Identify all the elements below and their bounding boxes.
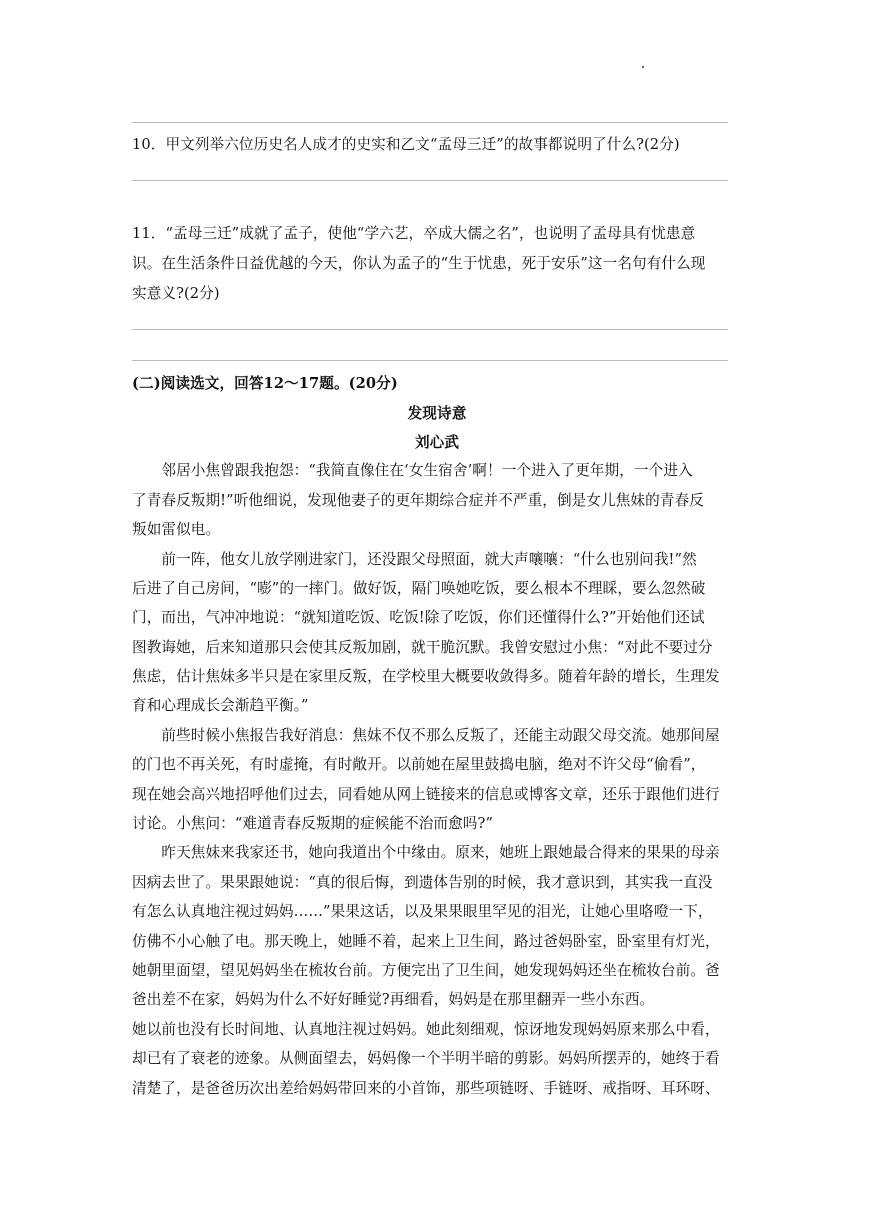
article-author: 刘心武 <box>414 434 460 451</box>
article-line: 了青春反叛期!”听他细说，发现他妻子的更年期综合症并不严重，倒是女儿焦妹的青春反 <box>132 492 704 509</box>
article-line: 现在她会高兴地招呼他们过去，同看她从网上链接来的信息或博客文章，还乐于跟他们进行 <box>132 786 720 803</box>
article-line: 门，而出，气冲冲地说：“就知道吃饭、吃饭!除了吃饭，你们还懂得什么?”开始他们还试 <box>132 609 705 626</box>
question-11-line: 识。在生活条件日益优越的今天，你认为孟子的“生于忧患，死于安乐”这一名句有什么现 <box>132 255 706 272</box>
article-line: 图教诲她，后来知道那只会使其反叛加剧，就干脆沉默。我曾安慰过小焦：“对此不要过分 <box>132 639 713 656</box>
page-mark <box>642 66 644 68</box>
answer-line <box>132 122 728 123</box>
article-line: 焦虑，估计焦妹多半只是在家里反叛，在学校里大概要收敛得多。随着年龄的增长，生理发 <box>132 668 720 685</box>
question-11-line: 11．“孟母三迁”成就了孟子，使他“学六艺，卒成大儒之名”，也说明了孟母具有忧患意 <box>132 225 696 242</box>
answer-line <box>132 329 728 330</box>
article-line: 昨天焦妹来我家还书，她向我道出个中缘由。原来，她班上跟她最合得来的果果的母亲 <box>132 844 720 861</box>
article-line: 有怎么认真地注视过妈妈……”果果这话，以及果果眼里罕见的泪光，让她心里咯噔一下， <box>132 903 713 920</box>
article-line: 讨论。小焦问：“难道青春反叛期的症候能不治而愈吗?” <box>132 815 494 832</box>
answer-line <box>132 360 728 361</box>
article-line: 育和心理成长会渐趋平衡。” <box>132 697 309 714</box>
answer-line <box>132 180 728 181</box>
article-line: 前些时候小焦报告我好消息：焦妹不仅不那么反叛了，还能主动跟父母交流。她那间屋 <box>132 727 720 744</box>
article-line: 仿佛不小心触了电。那天晚上，她睡不着，起来上卫生间，路过爸妈卧室，卧室里有灯光， <box>132 933 720 950</box>
article-line: 前一阵，他女儿放学刚进家门，还没跟父母照面，就大声嚷嚷：“什么也别问我!”然 <box>132 551 697 568</box>
article-line: 她以前也没有长时间地、认真地注视过妈妈。她此刻细观，惊讶地发现妈妈原来那么中看， <box>132 1021 720 1038</box>
section-heading: (二)阅读选文，回答12～17题。(20分) <box>132 375 398 392</box>
article-line: 因病去世了。果果跟她说：“真的很后悔，到遗体告别的时候，我才意识到，其实我一直没 <box>132 874 713 891</box>
question-11-line: 实意义?(2分) <box>132 285 220 302</box>
article-line: 邻居小焦曾跟我抱怨：“我简直像住在‘女生宿舍’啊！一个进入了更年期，一个进入 <box>132 462 693 479</box>
article-title: 发现诗意 <box>407 405 467 422</box>
article-line: 叛如雷似电。 <box>132 521 221 538</box>
question-10: 10．甲文列举六位历史名人成才的史实和乙文“孟母三迁”的故事都说明了什么?(2分) <box>132 136 680 153</box>
article-line: 她朝里面望，望见妈妈坐在梳妆台前。方便完出了卫生间，她发现妈妈还坐在梳妆台前。爸 <box>132 962 720 979</box>
article-line: 爸出差不在家，妈妈为什么不好好睡觉?再细看，妈妈是在那里翻弄一些小东西。 <box>132 991 655 1008</box>
article-line: 的门也不再关死，有时虚掩，有时敞开。以前她在屋里鼓捣电脑，绝对不许父母“偷看”， <box>132 756 706 773</box>
article-line: 清楚了，是爸爸历次出差给妈妈带回来的小首饰，那些项链呀、手链呀、戒指呀、耳环呀、 <box>132 1080 720 1097</box>
article-line: 却已有了衰老的迹象。从侧面望去，妈妈像一个半明半暗的剪影。妈妈所摆弄的，她终于看 <box>132 1050 720 1067</box>
article-line: 后进了自己房间，“嘭”的一摔门。做好饭，隔门唤她吃饭，要么根本不理睬，要么忽然破 <box>132 580 706 597</box>
